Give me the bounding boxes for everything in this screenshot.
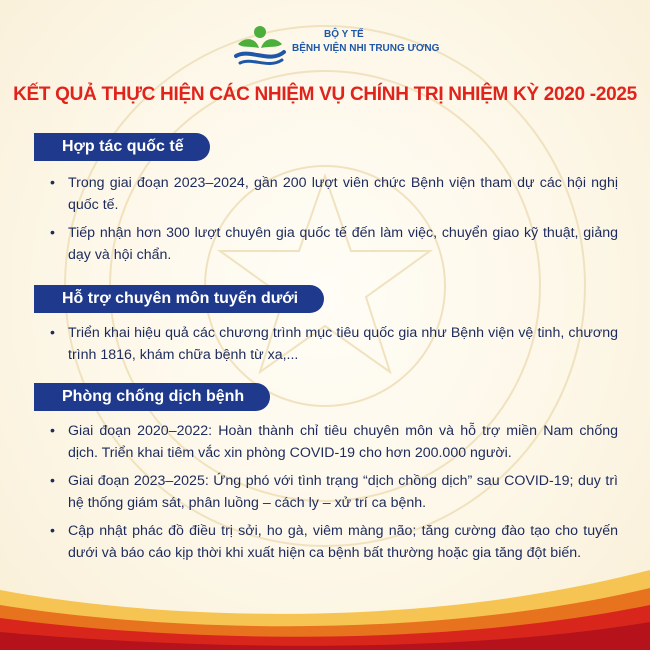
bullet-icon: • <box>50 225 55 241</box>
section-heading-support: Hỗ trợ chuyên môn tuyến dưới <box>34 285 324 313</box>
section-list-international <box>50 172 618 272</box>
page-title: KẾT QUẢ THỰC HIỆN CÁC NHIỆM VỤ CHÍNH TRỊ NHIỆM KỲ 2020 -2025 <box>13 84 637 105</box>
organization-name <box>292 28 439 56</box>
list-item: • Tiếp nhận hơn 300 lượt chuyên gia quốc tế đến làm việc, chuyển giao kỹ thuật, giảng dạy và hội chẩn. <box>50 222 618 266</box>
list-item: • Triển khai hiệu quả các chương trình mục tiêu quốc gia như Bệnh viện vệ tinh, chương trình 1816, khám chữa bệnh từ xa,... <box>50 322 618 366</box>
hospital-logo-icon <box>232 22 288 68</box>
section-heading-international: Hợp tác quốc tế <box>34 133 210 161</box>
bullet-icon: • <box>50 175 55 191</box>
bullet-icon: • <box>50 423 55 439</box>
bullet-icon: • <box>50 325 55 341</box>
list-item: • Giai đoạn 2020–2022: Hoàn thành chỉ tiêu chuyên môn và hỗ trợ miền Nam chống dịch. Triển khai tiêm vắc xin phòng COVID-19 cho hơn 200.000 người. <box>50 420 618 464</box>
list-item: • Cập nhật phác đồ điều trị sởi, ho gà, viêm màng não; tăng cường đào tạo cho tuyến dưới và báo cáo kịp thời khi xuất hiện ca bệnh bất thường hoặc gia tăng đột biến. <box>50 520 618 564</box>
hospital-name: BỆNH VIỆN NHI TRUNG ƯƠNG <box>292 43 440 54</box>
section-list-support <box>50 322 618 372</box>
bullet-icon: • <box>50 473 55 489</box>
decorative-wave-icon <box>0 550 650 650</box>
ministry-label: BỘ Y TẾ <box>324 29 364 40</box>
bullet-icon: • <box>50 523 55 539</box>
list-item: • Giai đoạn 2023–2025: Ứng phó với tình trạng “dịch chồng dịch” sau COVID-19; duy trì hệ thống giám sát, phân luồng – cách ly – xử trí ca bệnh. <box>50 470 618 514</box>
list-item: • Trong giai đoạn 2023–2024, gần 200 lượt viên chức Bệnh viện tham dự các hội nghị quốc tế. <box>50 172 618 216</box>
section-list-epidemic <box>50 420 618 570</box>
section-heading-epidemic: Phòng chống dịch bệnh <box>34 383 270 411</box>
header <box>0 20 650 68</box>
